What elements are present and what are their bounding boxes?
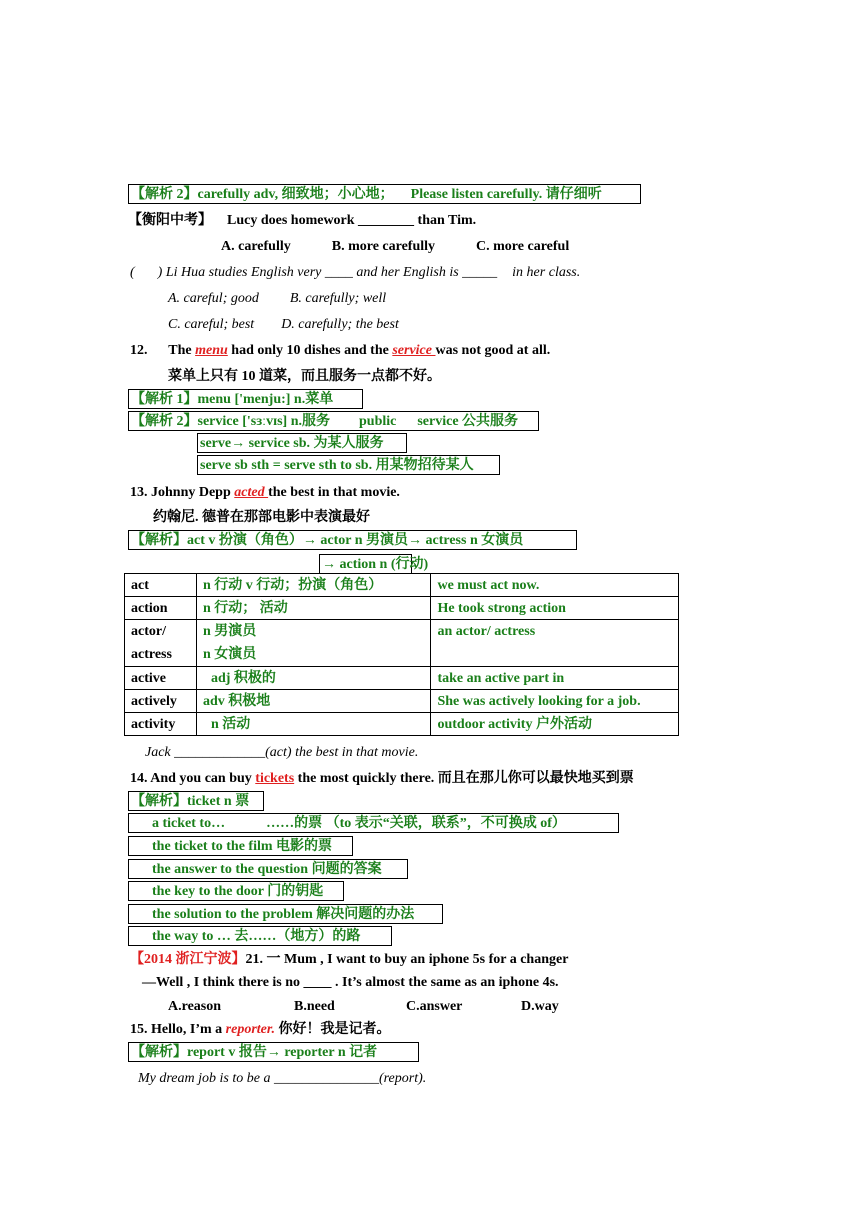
act-word-family-table — [124, 573, 679, 736]
keyword-service: service — [392, 343, 436, 358]
sentence-text: 14. And you can buy — [130, 771, 256, 786]
analysis-text: the ticket to the film 电影的票 — [152, 839, 333, 854]
table-row — [125, 620, 679, 667]
analysis-1-menu-box — [128, 389, 363, 409]
option-b: B. carefully; well — [289, 291, 387, 306]
meaning-actor: n 男演员 — [202, 624, 257, 639]
question-text: 21. 一 Mum , I want to buy an iphone 5s for a changer — [245, 952, 569, 967]
ningbo-question — [130, 951, 568, 968]
analysis-act-box — [128, 530, 577, 550]
analysis-text: serve sb sth = serve sth to sb. 用某物招待某人 — [200, 458, 474, 473]
example-cell: take an active part in — [431, 667, 679, 690]
analysis-text: the solution to the problem 解决问题的办法 — [152, 907, 415, 922]
solution-problem-box — [128, 904, 443, 924]
analysis-text: 【解析】report v 报告→ reporter n 记者 — [131, 1045, 378, 1060]
analysis-text: → action n (行动) — [322, 557, 429, 572]
meaning-cell: adv 积极地 — [196, 690, 431, 713]
action-box — [319, 554, 429, 574]
example-cell: we must act now. — [431, 574, 679, 597]
analysis-2-service-box — [128, 411, 539, 431]
exam-source: 【2014 浙江宁波】 — [130, 952, 246, 967]
example-cell — [431, 620, 679, 667]
sentence-13 — [130, 484, 400, 501]
table-row — [125, 667, 679, 690]
analysis-2-text: 【解析 2】carefully adv, 细致地；小心地； — [131, 187, 394, 202]
ticket-film-box — [128, 836, 353, 856]
word-actress: actress — [131, 647, 172, 662]
meaning-cell — [196, 620, 431, 667]
sentence-text: the most quickly there. 而且在那儿你可以最快地买到票 — [294, 771, 634, 786]
analysis-text: a ticket to… — [152, 816, 226, 831]
example-cell: outdoor activity 户外活动 — [431, 713, 679, 736]
sentence-15 — [130, 1021, 391, 1038]
ningbo-options — [168, 998, 559, 1015]
analysis-2-carefully-box — [128, 184, 641, 204]
word-cell: action — [125, 597, 197, 620]
meaning-cell: adj 积极的 — [196, 667, 431, 690]
sentence-text: 15. Hello, I’m a — [130, 1022, 226, 1037]
hengyang-question — [128, 212, 476, 229]
key-door-box — [128, 881, 344, 901]
sentence-text: was not good at all. — [435, 343, 551, 358]
lihua-question — [130, 264, 580, 281]
analysis-text: the way to … 去……（地方）的路 — [152, 929, 361, 944]
analysis-text: serve→ service sb. 为某人服务 — [200, 436, 384, 451]
example-cell: She was actively looking for a job. — [431, 690, 679, 713]
question-text: Lucy does homework ________ than Tim. — [227, 213, 477, 228]
sentence-14 — [130, 770, 634, 787]
option-a: A. carefully — [221, 239, 291, 254]
hengyang-options — [221, 238, 569, 255]
answer-paren-open: ( — [130, 265, 135, 280]
option-b: B.need — [294, 999, 335, 1014]
option-a: A. careful; good — [168, 291, 259, 306]
meaning-cell: n 活动 — [196, 713, 431, 736]
table-row — [125, 574, 679, 597]
question-text: —Well , I think there is no ____ . It’s almost the same as an iphone 4s. — [142, 975, 559, 990]
word-cell: act — [125, 574, 197, 597]
table-row — [125, 690, 679, 713]
analysis-text: 【解析 1】menu ['menju:] n.菜单 — [131, 392, 334, 407]
keyword-tickets: tickets — [255, 771, 295, 786]
analysis-text: 【解析】act v 扮演（角色）→ actor n 男演员→ actress n 女演员 — [131, 533, 524, 548]
word-actor: actor/ — [131, 624, 166, 639]
table-row — [125, 713, 679, 736]
serve-sth-box — [197, 455, 500, 475]
table-row — [125, 597, 679, 620]
analysis-text: ……的票 （to 表示“关联，联系”，不可换成 of） — [266, 816, 566, 831]
keyword-reporter: reporter. — [225, 1022, 276, 1037]
option-d: D. carefully; the best — [281, 317, 399, 332]
exercise-text: My dream job is to be a _______________(report). — [138, 1071, 427, 1086]
example-actor: an actor/ actress — [437, 624, 536, 639]
analysis-text: 【解析】ticket n 票 — [131, 794, 250, 809]
meaning-cell: n 行动； 活动 — [196, 597, 431, 620]
sentence-12 — [130, 342, 550, 359]
analysis-ticket-box — [128, 791, 264, 811]
analysis-text: the answer to the question 问题的答案 — [152, 862, 382, 877]
way-to-box — [128, 926, 392, 946]
sentence-text: 13. Johnny Depp — [130, 485, 235, 500]
translation-text: 你好！我是记者。 — [275, 1022, 391, 1037]
keyword-menu: menu — [195, 343, 228, 358]
translation-text: 菜单上只有 10 道菜，而且服务一点都不好。 — [168, 369, 441, 384]
analysis-text: public — [359, 414, 397, 429]
report-exercise — [138, 1070, 426, 1087]
word-cell: active — [125, 667, 197, 690]
option-c: C. careful; best — [168, 317, 255, 332]
analysis-text: service 公共服务 — [417, 414, 519, 429]
option-d: D.way — [521, 999, 559, 1014]
option-b: B. more carefully — [331, 239, 436, 254]
answer-question-box — [128, 859, 408, 879]
option-c: C.answer — [406, 999, 463, 1014]
jack-exercise — [145, 744, 418, 761]
translation-text: 约翰尼. 德普在那部电影中表演最好 — [153, 510, 370, 525]
example-cell: He took strong action — [431, 597, 679, 620]
lihua-options-ab — [168, 290, 386, 307]
sentence-12-translation — [168, 368, 441, 385]
meaning-cell: n 行动 v 行动；扮演（角色） — [196, 574, 431, 597]
ningbo-reply — [142, 974, 559, 991]
word-cell: activity — [125, 713, 197, 736]
analysis-text: the key to the door 门的钥匙 — [152, 884, 324, 899]
lihua-options-cd — [168, 316, 399, 333]
ticket-to-box — [128, 813, 619, 833]
word-cell — [125, 620, 197, 667]
exam-source: 【衡阳中考】 — [128, 213, 212, 228]
option-c: C. more careful — [476, 239, 570, 254]
option-a: A.reason — [168, 999, 222, 1014]
sentence-text: The — [168, 343, 196, 358]
sentence-13-translation — [153, 509, 370, 526]
word-cell: actively — [125, 690, 197, 713]
analysis-2-example: Please listen carefully. 请仔细听 — [410, 187, 602, 202]
analysis-report-box — [128, 1042, 419, 1062]
serve-box — [197, 433, 407, 453]
sentence-text: the best in that movie. — [268, 485, 400, 500]
sentence-text: had only 10 dishes and the — [227, 343, 393, 358]
exercise-text: Jack _____________(act) the best in that movie. — [145, 745, 419, 760]
question-text: ) Li Hua studies English very ____ and her English is _____ — [157, 265, 498, 280]
question-text-end: in her class. — [512, 265, 581, 280]
analysis-text: 【解析 2】service ['sɜːvɪs] n.服务 — [131, 414, 330, 429]
keyword-acted: acted — [234, 485, 269, 500]
sentence-number: 12. — [130, 343, 148, 358]
meaning-actress: n 女演员 — [202, 647, 257, 662]
